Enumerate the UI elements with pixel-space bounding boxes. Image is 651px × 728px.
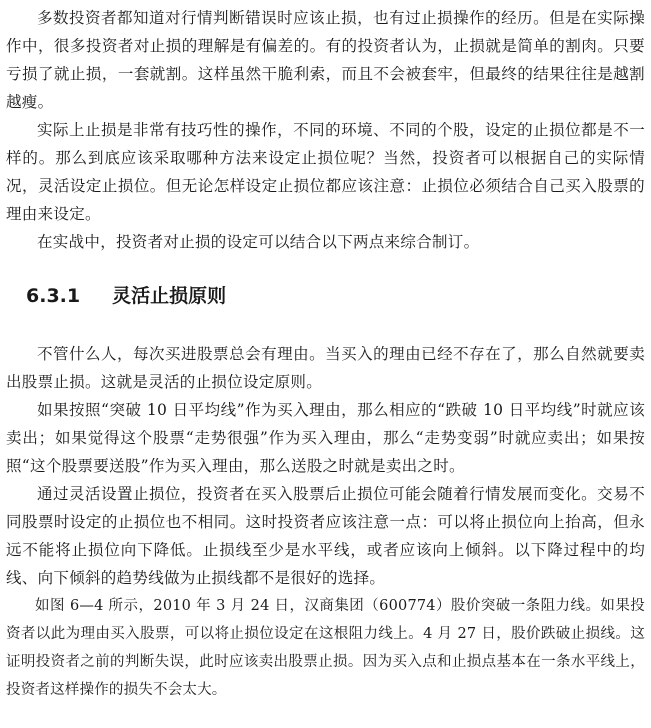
paragraph-stop-loss-intro: 多数投资者都知道对行情判断错误时应该止损，也有过止损操作的经历。但是在实际操作中，很多投资者对止损的理解是有偏差的。有的投资者认为，止损就是简单的割肉。只要亏损了就止损，一套就割。这样虽然干脆利索，而且不会被套牢，但最终的结果往往是越割越瘦。 <box>6 9 645 111</box>
section-heading <box>26 278 645 314</box>
section-number: 6.3.1 <box>26 285 81 307</box>
paragraph-stop-loss-two-points: 在实战中，投资者对止损的设定可以结合以下两点来综合制订。 <box>37 233 480 251</box>
paragraph-stop-loss-technique: 实际上止损是非常有技巧性的操作，不同的环境、不同的个股，设定的止损位都是不一样的。那么到底应该采取哪种方法来设定止损位呢？当然，投资者可以根据自己的实际情况，灵活设定止损位。但无论怎样设定止损位都应该注意：止损位必须结合自己买入股票的理由来设定。 <box>6 121 645 223</box>
paragraph-buy-reason: 不管什么人，每次买进股票总会有理由。当买入的理由已经不存在了，那么自然就要卖出股票止损。这就是灵活的止损位设定原则。 <box>6 345 645 391</box>
paragraph-buy-sell-examples: 如果按照“突破 10 日平均线”作为买入理由，那么相应的“跌破 10 日平均线”时就应该卖出；如果觉得这个股票“走势很强”作为买入理由，那么“走势变弱”时就应卖出；如果按照“这个股票要送股”作为买入理由，那么送股之时就是卖出之时。 <box>6 401 645 475</box>
section-title: 灵活止损原则 <box>112 285 227 307</box>
paragraph-raise-stop-loss: 通过灵活设置止损位，投资者在买入股票后止损位可能会随着行情发展而变化。交易不同股票时设定的止损位也不相同。这时投资者应该注意一点：可以将止损位向上抬高，但永远不能将止损位向下降低。止损线至少是水平线，或者应该向上倾斜。以下降过程中的均线、向下倾斜的趋势线做为止损线都不是很好的选择。 <box>6 485 645 587</box>
paragraph-figure-example: 如图 6—4 所示，2010 年 3 月 24 日，汉商集团（600774）股价突破一条阻力线。如果投资者以此为理由买入股票，可以将止损位设定在这根阻力线上。4 月 27 日，股价跌破止损线。这证明投资者之前的判断失误，此时应该卖出股票止损。因为买入点和止损点基本在一条水平线上，投资者这样操作的损失不会太大。 <box>6 598 645 698</box>
